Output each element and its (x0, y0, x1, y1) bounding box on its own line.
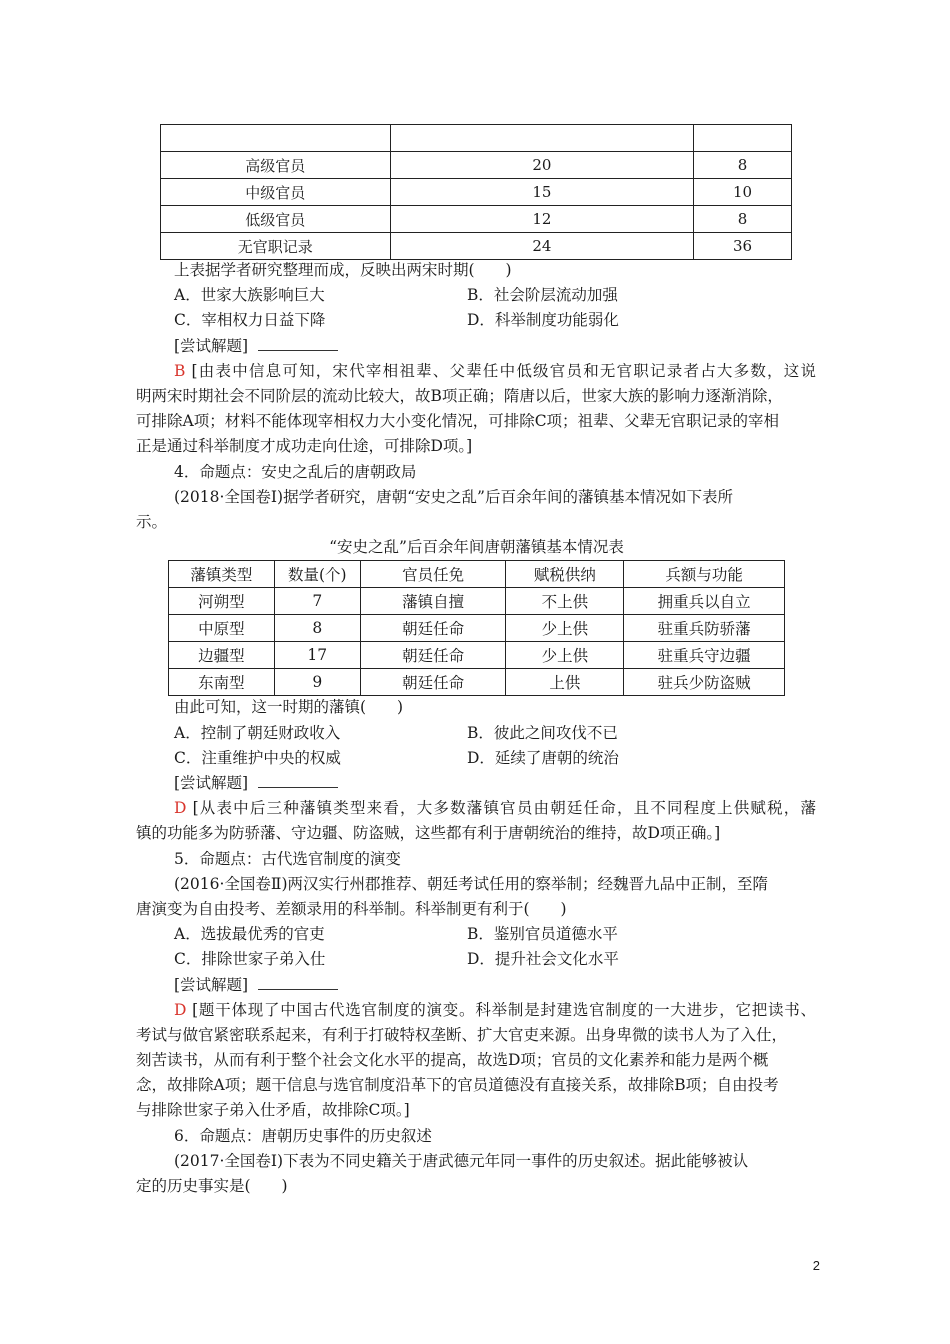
table-cell: 河朔型 (169, 588, 275, 615)
table-row (169, 588, 785, 615)
explanation-line: 念，故排除A项；题干信息与选官制度沿革下的官员道德没有直接关系，故排除B项；自由投考 (136, 1076, 779, 1094)
explanation-line: 正是通过科举制度才成功走向仕途，可排除D项。] (136, 437, 473, 455)
option-c: C．宰相权力日益下降 (174, 311, 326, 329)
table-cell: 朝廷任命 (360, 615, 506, 642)
table-cell: 中级官员 (161, 179, 391, 206)
option-d: D．延续了唐朝的统治 (467, 749, 619, 767)
answer-blank (258, 975, 338, 990)
table-row (161, 206, 792, 233)
question-heading: 4．命题点：安史之乱后的唐朝政局 (174, 463, 417, 481)
option-c: C．注重维护中央的权威 (174, 749, 341, 767)
table-cell (694, 125, 792, 152)
column-header: 藩镇类型 (169, 561, 275, 588)
explanation-line: 镇的功能多为防骄藩、守边疆、防盗贼，这些都有利于唐朝统治的维持，故D项正确。] (136, 824, 721, 842)
table-row (169, 669, 785, 696)
table-cell: 低级官员 (161, 206, 391, 233)
explanation-line (174, 361, 816, 381)
table-cell (390, 125, 694, 152)
page-number: 2 (812, 1258, 820, 1273)
explanation-line: 考试与做官紧密联系起来，有利于打破特权垄断、扩大官吏来源。出身卑微的读书人为了入仕， (136, 1026, 788, 1044)
table-cell: 少上供 (506, 642, 624, 669)
table-cell: 驻重兵防骄藩 (624, 615, 785, 642)
table-cell: 少上供 (506, 615, 624, 642)
table-cell: 7 (274, 588, 360, 615)
table-cell: 36 (694, 233, 792, 260)
table-cell: 无官职记录 (161, 233, 391, 260)
table-row (161, 125, 792, 152)
question-stem: 由此可知，这一时期的藩镇( ) (174, 698, 404, 716)
question-stem: 示。 (136, 513, 168, 531)
option-b: B．社会阶层流动加强 (467, 286, 618, 304)
table-cell: 9 (274, 669, 360, 696)
try-answer-label (174, 336, 338, 356)
question-heading: 6．命题点：唐朝历史事件的历史叙述 (174, 1127, 432, 1145)
table-cell: 边疆型 (169, 642, 275, 669)
table-cell (161, 125, 391, 152)
question-stem: (2017·全国卷Ⅰ)下表为不同史籍关于唐武德元年同一事件的历史叙述。据此能够被认 (174, 1152, 749, 1170)
explanation-line (174, 1000, 816, 1020)
try-answer-label (174, 773, 338, 793)
explanation-line: 明两宋时期社会不同阶层的流动比较大，故B项正确；隋唐以后，世家大族的影响力逐渐消除， (136, 387, 783, 405)
table-cell: 驻兵少防盗贼 (624, 669, 785, 696)
table-cell: 拥重兵以自立 (624, 588, 785, 615)
column-header: 数量(个) (274, 561, 360, 588)
try-label-text: [尝试解题] (174, 337, 249, 355)
option-a: A．选拔最优秀的官吏 (174, 925, 325, 943)
table-cell: 驻重兵守边疆 (624, 642, 785, 669)
table-cell: 朝廷任命 (360, 669, 506, 696)
explanation-line: 刻苦读书，从而有利于整个社会文化水平的提高，故选D项；官员的文化素养和能力是两个概 (136, 1051, 769, 1069)
table-cell: 24 (390, 233, 694, 260)
table-cell: 高级官员 (161, 152, 391, 179)
answer-letter: D (174, 1001, 187, 1019)
table-row (161, 152, 792, 179)
table-header-row (169, 561, 785, 588)
table-cell: 10 (694, 179, 792, 206)
question-stem: 唐演变为自由投考、差额录用的科举制。科举制更有利于( ) (136, 900, 567, 918)
table-cell: 8 (274, 615, 360, 642)
table-caption: “安史之乱”后百余年间唐朝藩镇基本情况表 (329, 538, 624, 556)
table-cell: 朝廷任命 (360, 642, 506, 669)
explanation-line: 与排除世家子弟入仕矛盾，故排除C项。] (136, 1101, 410, 1119)
option-c: C．排除世家子弟入仕 (174, 950, 326, 968)
table-cell: 8 (694, 152, 792, 179)
option-d: D．提升社会文化水平 (467, 950, 619, 968)
answer-blank (258, 336, 338, 351)
table-cell: 藩镇自擅 (360, 588, 506, 615)
table-cell: 20 (390, 152, 694, 179)
option-b: B．彼此之间攻伐不已 (467, 724, 618, 742)
option-d: D．科举制度功能弱化 (467, 311, 619, 329)
column-header: 赋税供纳 (506, 561, 624, 588)
column-header: 官员任免 (360, 561, 506, 588)
explanation-line (174, 798, 816, 818)
table-row (161, 179, 792, 206)
try-answer-label (174, 975, 338, 995)
table-row (169, 615, 785, 642)
explanation-text: [题干体现了中国古代选官制度的演变。科举制是封建选官制度的一大进步，它把读书、 (192, 1001, 816, 1019)
question-stem: (2018·全国卷Ⅰ)据学者研究，唐朝“安史之乱”后百余年间的藩镇基本情况如下表所 (174, 488, 733, 506)
try-label-text: [尝试解题] (174, 976, 249, 994)
explanation-text: [从表中后三种藩镇类型来看，大多数藩镇官员由朝廷任命，且不同程度上供赋税，藩 (192, 799, 816, 817)
fanzhen-table (168, 560, 785, 696)
table-cell: 15 (390, 179, 694, 206)
table-cell: 不上供 (506, 588, 624, 615)
option-a: A．世家大族影响巨大 (174, 286, 325, 304)
question-stem: 上表据学者研究整理而成，反映出两宋时期( ) (174, 261, 512, 279)
table-cell: 东南型 (169, 669, 275, 696)
column-header: 兵额与功能 (624, 561, 785, 588)
table-cell: 中原型 (169, 615, 275, 642)
table-cell: 12 (390, 206, 694, 233)
officials-table (160, 124, 792, 260)
question-stem: 定的历史事实是( ) (136, 1177, 288, 1195)
table-cell: 8 (694, 206, 792, 233)
answer-blank (258, 773, 338, 788)
option-a: A．控制了朝廷财政收入 (174, 724, 341, 742)
answer-letter: B (174, 362, 186, 380)
option-b: B．鉴别官员道德水平 (467, 925, 618, 943)
question-heading: 5．命题点：古代选官制度的演变 (174, 850, 401, 868)
table-cell: 上供 (506, 669, 624, 696)
table-row (169, 642, 785, 669)
try-label-text: [尝试解题] (174, 774, 249, 792)
question-stem: (2016·全国卷Ⅱ)两汉实行州郡推荐、朝廷考试任用的察举制；经魏晋九品中正制，至隋 (174, 875, 769, 893)
table-cell: 17 (274, 642, 360, 669)
table-row (161, 233, 792, 260)
explanation-line: 可排除A项；材料不能体现宰相权力大小变化情况，可排除C项；祖辈、父辈无官职记录的宰相 (136, 412, 780, 430)
explanation-text: [由表中信息可知，宋代宰相祖辈、父辈任中低级官员和无官职记录者占大多数，这说 (191, 362, 816, 380)
answer-letter: D (174, 799, 187, 817)
